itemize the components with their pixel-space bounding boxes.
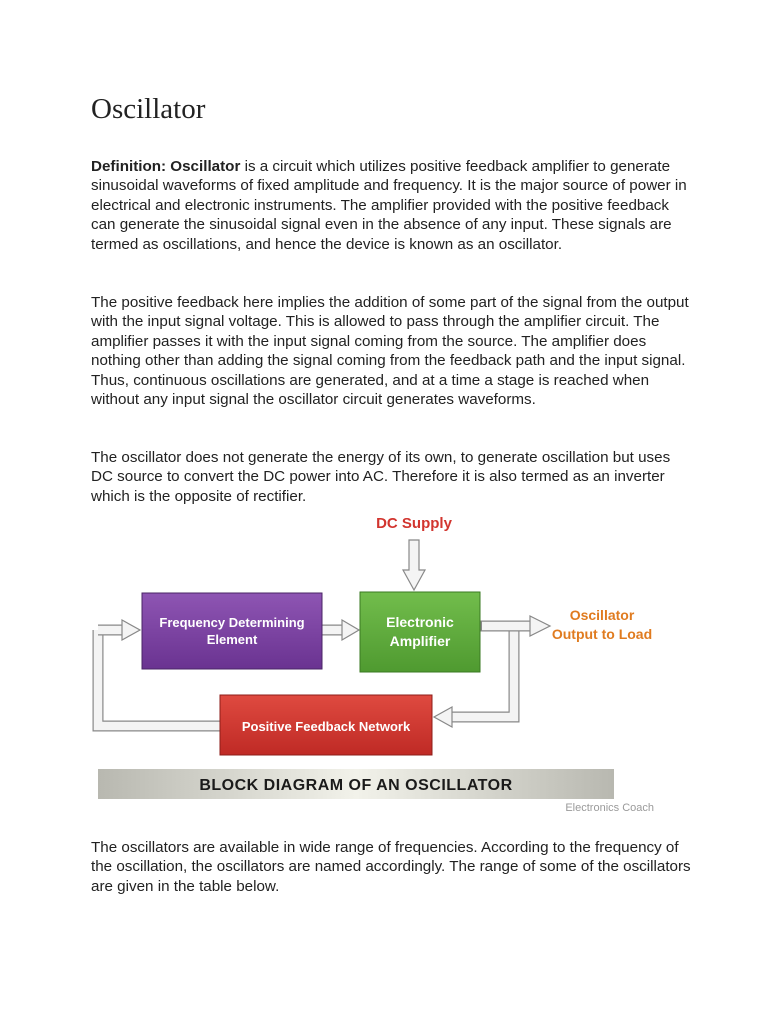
arrow-into-amplifier-icon <box>342 620 359 640</box>
arrow-into-feedback-icon <box>434 707 452 727</box>
amplifier-block-label-1: Electronic <box>386 614 454 630</box>
dc-supply-arrow <box>403 540 425 590</box>
dc-supply-label: DC Supply <box>376 515 452 532</box>
page-title: Oscillator <box>91 93 206 125</box>
output-label-1: Oscillator <box>569 607 635 623</box>
electronic-amplifier-block <box>360 592 480 672</box>
arrow-into-frequency-icon <box>122 620 140 640</box>
paragraph-energy: The oscillator does not generate the energy of its own, to generate oscillation but uses DC source to convert the DC power into AC. Therefore it is also termed as an inverter which is the opposite of rectifier. <box>91 449 671 505</box>
paragraph-definition <box>91 157 691 254</box>
paragraph-positive-feedback: The positive feedback here implies the addition of some part of the signal from the output with the input signal voltage. This is allowed to pass through the amplifier circuit. The amplifier passes it with the input signal coming from the source. The amplifier does nothing other than adding the signal coming from the feedback path and the input signal. Thus, continuous oscillations are generated, and at a time a stage is reached when without any input signal the oscillator circuit generates waveforms. <box>91 294 689 409</box>
diagram-credit: Electronics Coach <box>565 802 654 814</box>
oscillator-block-diagram <box>92 508 662 818</box>
frequency-block-label-2: Element <box>206 632 258 647</box>
definition-term: Definition: Oscillator <box>91 158 241 175</box>
feedback-block-label: Positive Feedback Network <box>241 719 411 734</box>
amplifier-block-label-2: Amplifier <box>389 633 451 649</box>
definition-text: is a circuit which utilizes positive feedback amplifier to generate sinusoidal waveforms of fixed amplitude and frequency. It is the major source of power in electrical and electronic instruments. The amplifier provided with the positive feedback can generate the sinusoidal signal even in the absence of any input. These signals are termed as oscillations, and hence the device is known as an oscillator. <box>91 158 687 253</box>
frequency-determining-block <box>142 593 322 669</box>
frequency-block-label-1: Frequency Determining <box>159 615 305 630</box>
output-arrow-icon <box>530 616 550 636</box>
diagram-caption: BLOCK DIAGRAM OF AN OSCILLATOR <box>199 777 513 794</box>
paragraph-range: The oscillators are available in wide range of frequencies. According to the frequency of the oscillation, the oscillators are named accordingly. The range of some of the oscillators are given in the table below. <box>91 839 691 895</box>
output-label-2: Output to Load <box>551 626 653 642</box>
